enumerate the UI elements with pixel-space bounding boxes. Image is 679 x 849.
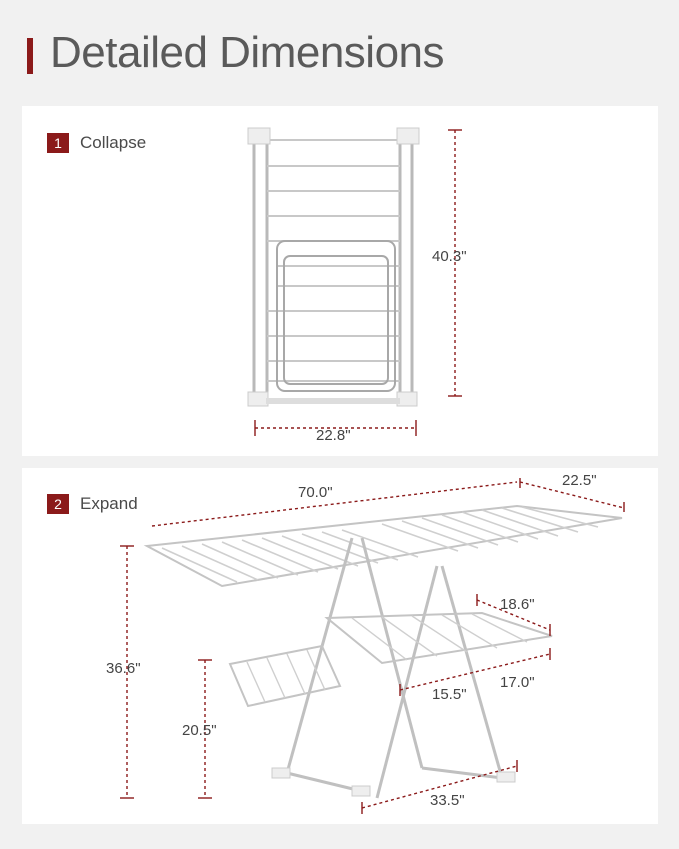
section-number-badge: 2 <box>47 494 69 514</box>
expanded-rack-illustration <box>22 468 658 824</box>
collapsed-height-label: 40.3" <box>432 248 467 265</box>
lower-rack-height-label: 20.5" <box>182 722 217 739</box>
inner-width-label: 15.5" <box>432 686 467 703</box>
expanded-height-label: 36.6" <box>106 660 141 677</box>
wing-depth-label: 17.0" <box>500 674 535 691</box>
expand-panel <box>22 468 658 824</box>
wing-length-label: 18.6" <box>500 596 535 613</box>
title-accent-bar <box>27 38 33 74</box>
section-label: Expand <box>80 494 138 513</box>
section-number-badge: 1 <box>47 133 69 153</box>
collapsed-width-label: 22.8" <box>316 427 351 444</box>
collapse-panel <box>22 106 658 456</box>
collapsed-rack-illustration <box>22 106 658 456</box>
expanded-depth-label: 22.5" <box>562 472 597 489</box>
page-title: Detailed Dimensions <box>50 28 445 77</box>
base-width-label: 33.5" <box>430 792 465 809</box>
expanded-length-label: 70.0" <box>298 484 333 501</box>
section-label: Collapse <box>80 133 147 152</box>
